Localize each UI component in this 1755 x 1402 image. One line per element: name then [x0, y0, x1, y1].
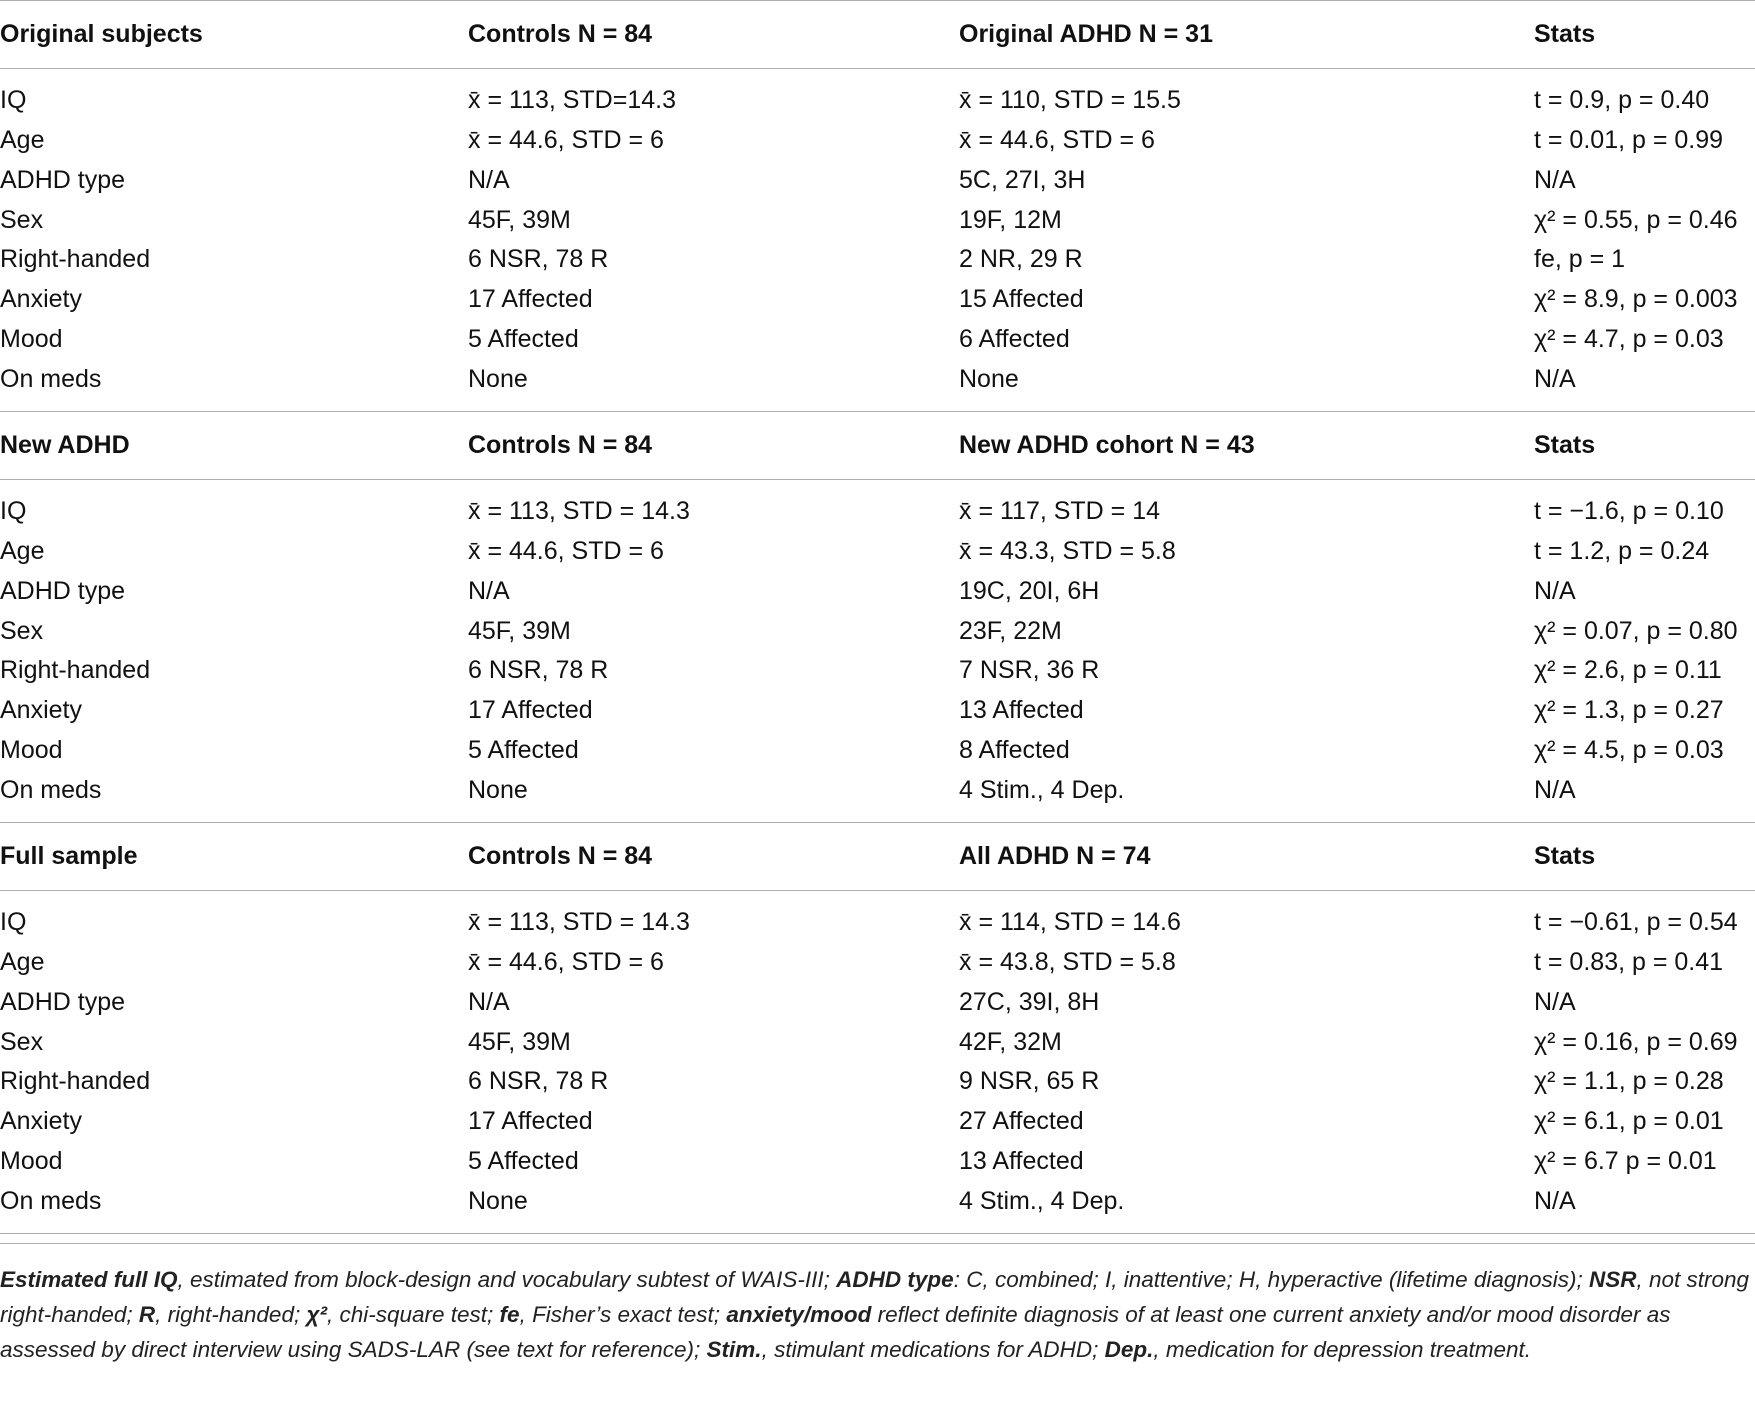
header-cell: Stats: [1534, 412, 1755, 480]
table-row: [0, 731, 1755, 771]
spacer-row: [0, 480, 1755, 493]
table-cell: χ² = 2.6, p = 0.11: [1534, 656, 1722, 685]
table-cell: N/A: [468, 576, 510, 605]
table-cell: 6 Affected: [959, 324, 1070, 353]
table-row: [0, 280, 1755, 320]
header-cell: Controls N = 84: [468, 1, 959, 69]
table-row: [0, 200, 1755, 240]
section-divider-row: [0, 1221, 1755, 1234]
table-cell: χ² = 0.16, p = 0.69: [1534, 1027, 1738, 1056]
row-label: Anxiety: [0, 285, 82, 314]
table-footnote: [0, 1262, 1750, 1367]
header-cell: Original ADHD N = 31: [959, 1, 1534, 69]
footnote-text: , right-handed;: [155, 1302, 307, 1327]
footnote-term: ADHD type: [836, 1267, 954, 1292]
table-cell: None: [468, 364, 528, 393]
row-label: ADHD type: [0, 576, 126, 605]
table-cell: t = 0.01, p = 0.99: [1534, 126, 1724, 155]
table-cell: 2 NR, 29 R: [959, 245, 1083, 274]
row-label: Right-handed: [0, 1067, 151, 1096]
table-row: [0, 1102, 1755, 1142]
table-cell: x̄ = 44.6, STD = 6: [468, 948, 664, 977]
table-cell: 13 Affected: [959, 1146, 1084, 1175]
table-cell: 19F, 12M: [959, 205, 1062, 234]
table-row: [0, 161, 1755, 201]
row-label: Right-handed: [0, 656, 151, 685]
table-cell: x̄ = 113, STD=14.3: [468, 86, 676, 115]
row-label: Anxiety: [0, 1107, 82, 1136]
table-cell: 6 NSR, 78 R: [468, 245, 609, 274]
table-row: [0, 1181, 1755, 1221]
row-label: Sex: [0, 205, 44, 234]
header-cell: Stats: [1534, 823, 1755, 891]
table-row: [0, 320, 1755, 360]
table-cell: x̄ = 117, STD = 14: [959, 497, 1161, 526]
footnote-text: , chi-square test;: [326, 1302, 500, 1327]
table-cell: t = −0.61, p = 0.54: [1534, 908, 1738, 937]
table-cell: 15 Affected: [959, 285, 1084, 314]
table-cell: χ² = 6.7 p = 0.01: [1534, 1146, 1717, 1175]
table-cell: χ² = 8.9, p = 0.003: [1534, 285, 1738, 314]
table-cell: 7 NSR, 36 R: [959, 656, 1100, 685]
row-label: On meds: [0, 775, 102, 804]
row-label: Mood: [0, 735, 63, 764]
table-cell: 4 Stim., 4 Dep.: [959, 775, 1125, 804]
table-cell: x̄ = 113, STD = 14.3: [468, 908, 690, 937]
row-label: ADHD type: [0, 987, 126, 1016]
footnote-text: , estimated from block-design and vocabulary subtest of WAIS-III;: [177, 1267, 837, 1292]
table-row: [0, 691, 1755, 731]
table-cell: 5 Affected: [468, 324, 579, 353]
table-row: [0, 572, 1755, 612]
row-label: Age: [0, 126, 45, 155]
table-cell: N/A: [1534, 1186, 1576, 1215]
table-cell: N/A: [468, 987, 510, 1016]
table-row: [0, 770, 1755, 810]
spacer-row: [0, 69, 1755, 82]
table-cell: 4 Stim., 4 Dep.: [959, 1186, 1125, 1215]
footnote-term: NSR: [1588, 1267, 1637, 1292]
footnote-text: : C, combined; I, inattentive; H, hyperactive (lifetime diagnosis);: [953, 1267, 1589, 1292]
table-cell: χ² = 1.1, p = 0.28: [1534, 1067, 1724, 1096]
table-cell: 42F, 32M: [959, 1027, 1062, 1056]
table-cell: None: [468, 775, 528, 804]
table-row: [0, 492, 1755, 532]
table-cell: x̄ = 44.6, STD = 6: [959, 126, 1155, 155]
footnote-text: , medication for depression treatment.: [1153, 1337, 1532, 1362]
table-cell: χ² = 1.3, p = 0.27: [1534, 696, 1724, 725]
row-label: Age: [0, 948, 45, 977]
table-cell: 13 Affected: [959, 696, 1084, 725]
table-cell: t = 0.83, p = 0.41: [1534, 948, 1724, 977]
section-header-row: [0, 412, 1755, 480]
table-row: [0, 81, 1755, 121]
row-label: IQ: [0, 908, 27, 937]
row-label: On meds: [0, 364, 102, 393]
header-cell: Controls N = 84: [468, 412, 959, 480]
table-cell: 17 Affected: [468, 696, 593, 725]
table-row: [0, 943, 1755, 983]
footnote-term: anxiety/mood: [726, 1302, 872, 1327]
header-cell: New ADHD: [0, 412, 468, 480]
table-cell: 19C, 20I, 6H: [959, 576, 1100, 605]
header-cell: Controls N = 84: [468, 823, 959, 891]
row-label: Age: [0, 537, 45, 566]
footnote-term: Dep.: [1104, 1337, 1154, 1362]
table-cell: 27 Affected: [959, 1107, 1084, 1136]
table-cell: 17 Affected: [468, 285, 593, 314]
row-label: Mood: [0, 324, 63, 353]
table-cell: fe, p = 1: [1534, 245, 1626, 274]
row-label: On meds: [0, 1186, 102, 1215]
table-row: [0, 240, 1755, 280]
table-cell: 45F, 39M: [468, 616, 571, 645]
table-cell: χ² = 6.1, p = 0.01: [1534, 1107, 1724, 1136]
table-cell: x̄ = 44.6, STD = 6: [468, 126, 664, 155]
table-row: [0, 1022, 1755, 1062]
table-cell: t = 1.2, p = 0.24: [1534, 537, 1710, 566]
section-divider-row: [0, 810, 1755, 823]
table-row: [0, 1062, 1755, 1102]
table-cell: χ² = 4.5, p = 0.03: [1534, 735, 1724, 764]
table-cell: N/A: [1534, 165, 1576, 194]
row-label: Sex: [0, 616, 44, 645]
footnote-text: reflect definite diagnosis of at least one current anxiety and/or mood disorder as assessed by direct interview using SADS-LAR (see text for reference);: [0, 1302, 1671, 1362]
table-cell: 17 Affected: [468, 1107, 593, 1136]
table-cell: x̄ = 114, STD = 14.6: [959, 908, 1181, 937]
table-cell: 5 Affected: [468, 1146, 579, 1175]
table-cell: N/A: [1534, 576, 1576, 605]
footnote-term: R: [138, 1302, 156, 1327]
table-row: [0, 359, 1755, 399]
section-header-row: [0, 823, 1755, 891]
table-cell: 8 Affected: [959, 735, 1070, 764]
row-label: ADHD type: [0, 165, 126, 194]
table-cell: None: [959, 364, 1019, 393]
table-cell: N/A: [1534, 364, 1576, 393]
table-cell: 45F, 39M: [468, 1027, 571, 1056]
table-row: [0, 611, 1755, 651]
section-divider-row: [0, 399, 1755, 412]
table-cell: 9 NSR, 65 R: [959, 1067, 1100, 1096]
table-cell: 23F, 22M: [959, 616, 1062, 645]
table-cell: 45F, 39M: [468, 205, 571, 234]
table-body: [0, 1, 1755, 1234]
table-cell: χ² = 0.07, p = 0.80: [1534, 616, 1738, 645]
footnote-text: , stimulant medications for ADHD;: [761, 1337, 1105, 1362]
table-cell: 6 NSR, 78 R: [468, 1067, 609, 1096]
row-label: IQ: [0, 497, 27, 526]
table-cell: x̄ = 44.6, STD = 6: [468, 537, 664, 566]
row-label: IQ: [0, 86, 27, 115]
table-cell: x̄ = 43.3, STD = 5.8: [959, 537, 1176, 566]
table-row: [0, 651, 1755, 691]
row-label: Right-handed: [0, 245, 151, 274]
table-row: [0, 532, 1755, 572]
table-cell: t = −1.6, p = 0.10: [1534, 497, 1724, 526]
table-cell: N/A: [1534, 775, 1576, 804]
table-cell: None: [468, 1186, 528, 1215]
table-cell: 5 Affected: [468, 735, 579, 764]
header-cell: New ADHD cohort N = 43: [959, 412, 1534, 480]
table-cell: 5C, 27I, 3H: [959, 165, 1086, 194]
table-row: [0, 121, 1755, 161]
footnote-term: Estimated full IQ: [0, 1267, 178, 1292]
spacer-row: [0, 891, 1755, 904]
row-label: Mood: [0, 1146, 63, 1175]
table-cell: x̄ = 113, STD = 14.3: [468, 497, 690, 526]
table-row: [0, 1142, 1755, 1182]
table-cell: N/A: [468, 165, 510, 194]
table-cell: 27C, 39I, 8H: [959, 987, 1100, 1016]
row-label: Sex: [0, 1027, 44, 1056]
footnote-term: fe: [499, 1302, 520, 1327]
table-cell: N/A: [1534, 987, 1576, 1016]
header-cell: Stats: [1534, 1, 1755, 69]
table-cell: χ² = 4.7, p = 0.03: [1534, 324, 1724, 353]
table-row: [0, 983, 1755, 1023]
table-row: [0, 903, 1755, 943]
footnote-text: , not strong right-handed;: [0, 1267, 1750, 1327]
row-label: Anxiety: [0, 696, 82, 725]
header-cell: All ADHD N = 74: [959, 823, 1534, 891]
table-cell: x̄ = 43.8, STD = 5.8: [959, 948, 1176, 977]
table-cell: t = 0.9, p = 0.40: [1534, 86, 1710, 115]
table-cell: χ² = 0.55, p = 0.46: [1534, 205, 1738, 234]
table-cell: x̄ = 110, STD = 15.5: [959, 86, 1181, 115]
table-cell: 6 NSR, 78 R: [468, 656, 609, 685]
header-cell: Full sample: [0, 823, 468, 891]
footnote-term: Stim.: [706, 1337, 762, 1362]
footnote-text: , Fisher’s exact test;: [519, 1302, 727, 1327]
footnote-term: χ²: [306, 1302, 327, 1327]
header-cell: Original subjects: [0, 1, 468, 69]
footnote-divider: [0, 1243, 1755, 1244]
section-header-row: [0, 1, 1755, 69]
